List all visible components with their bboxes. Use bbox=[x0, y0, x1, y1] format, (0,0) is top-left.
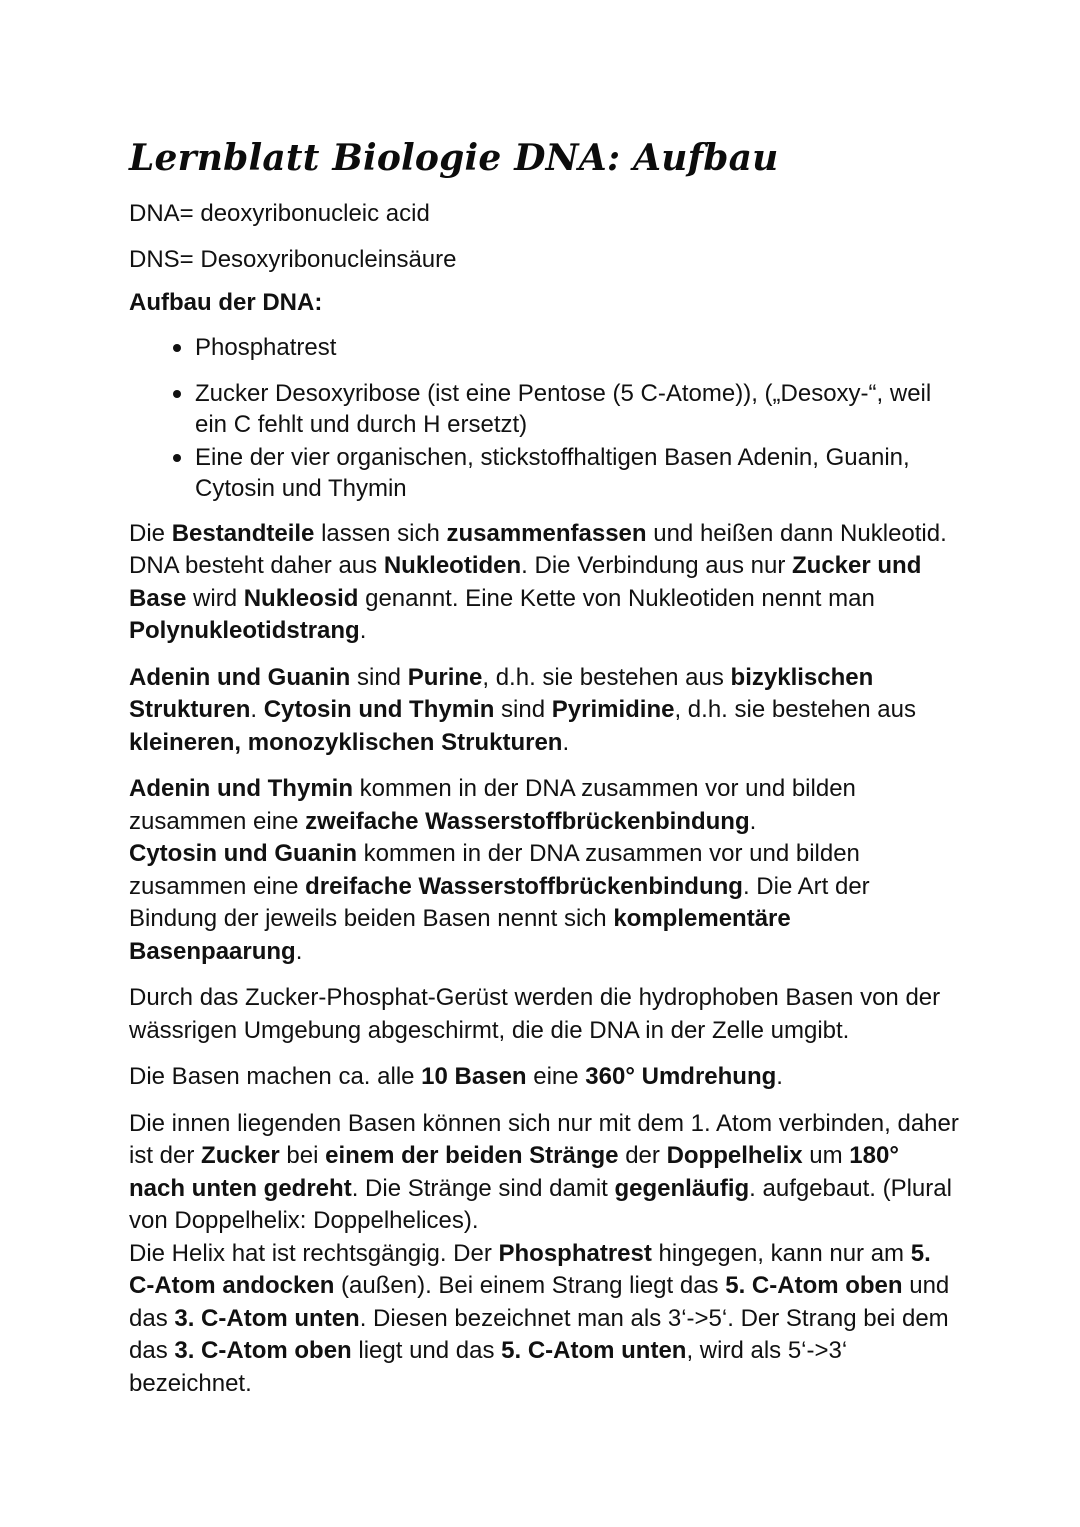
text-run: , d.h. sie bestehen aus bbox=[482, 663, 731, 691]
list-item bbox=[129, 442, 959, 504]
bold-term: Cytosin und Thymin bbox=[263, 696, 495, 723]
document-page bbox=[129, 136, 959, 1414]
text-run: lassen sich bbox=[314, 519, 447, 547]
text-run: und das bbox=[129, 1272, 950, 1332]
text-run: . bbox=[749, 807, 757, 835]
bullet-icon bbox=[173, 454, 181, 462]
text-run: Die Basen machen ca. alle bbox=[129, 1063, 422, 1090]
text-run: . bbox=[776, 1063, 783, 1090]
bold-term: Polynukleotidstrang bbox=[129, 617, 360, 644]
bold-term: 3. C-Atom oben bbox=[174, 1337, 352, 1364]
bold-term: zweifache Wasserstoffbrückenbindung bbox=[305, 807, 750, 835]
paragraph-purine-pyrimidine bbox=[129, 662, 959, 760]
text-run: Durch das Zucker-Phosphat-Gerüst werden die hydrophoben Basen von der wässrigen Umgebung abgeschirmt, die die DNA in der Zelle umgibt. bbox=[129, 984, 941, 1044]
bold-term: Nukleosid bbox=[243, 584, 359, 612]
text-run: . Die Verbindung aus nur bbox=[521, 552, 793, 579]
bold-term: Pyrimidine bbox=[551, 696, 675, 723]
text-run: der bbox=[618, 1142, 667, 1169]
text-run: kommen in der DNA zusammen vor und bilden zusammen eine bbox=[129, 775, 856, 835]
paragraph-gegenlaeufigkeit bbox=[129, 1108, 959, 1401]
list-item-text: Phosphatrest bbox=[195, 333, 337, 361]
list-item-text: Eine der vier organischen, stickstoffhaltigen Basen Adenin, Guanin, Cytosin und Thymin bbox=[195, 443, 910, 502]
paragraph-basenpaarung bbox=[129, 773, 959, 968]
bold-term: 180° nach unten gedreht bbox=[129, 1142, 899, 1202]
text-run: . Die Stränge sind damit bbox=[351, 1174, 615, 1202]
text-run: sind bbox=[350, 663, 408, 691]
bold-term: dreifache Wasserstoffbrückenbindung bbox=[305, 872, 743, 900]
bold-term: komplementäre Basenpaarung bbox=[129, 905, 791, 965]
text-run: um bbox=[802, 1142, 850, 1169]
bold-term: Zucker und Base bbox=[129, 552, 922, 612]
bold-term: 360° Umdrehung bbox=[585, 1063, 777, 1090]
text-run: , wird als 5‘->3‘ bezeichnet. bbox=[129, 1337, 848, 1397]
bold-term: Bestandteile bbox=[171, 519, 315, 547]
bold-term: einem der beiden Stränge bbox=[325, 1142, 619, 1169]
section-heading: Aufbau der DNA: bbox=[129, 289, 323, 316]
text-run: . bbox=[250, 696, 264, 723]
text-run: eine bbox=[526, 1063, 586, 1090]
bold-term: Cytosin und Guanin bbox=[129, 840, 357, 867]
list-item bbox=[129, 378, 959, 440]
bold-term: Adenin und Guanin bbox=[129, 663, 351, 691]
paragraph-zucker-phosphat-geruest bbox=[129, 982, 959, 1047]
bold-term: Purine bbox=[407, 663, 483, 691]
paragraph-umdrehung bbox=[129, 1061, 959, 1094]
bold-term: 5. C-Atom andocken bbox=[129, 1239, 931, 1299]
page-title: Lernblatt Biologie DNA: Aufbau bbox=[129, 137, 779, 179]
text-run: , d.h. sie bestehen aus bbox=[674, 696, 916, 723]
bold-term: Nukleotiden bbox=[383, 552, 522, 579]
text-run: hingegen, kann nur am bbox=[651, 1239, 911, 1267]
bold-term: zusammenfassen bbox=[446, 519, 647, 547]
text-run: kommen in der DNA zusammen vor und bilden zusammen eine bbox=[129, 840, 860, 900]
text-run: wird bbox=[186, 584, 244, 612]
bold-term: Adenin und Thymin bbox=[129, 775, 353, 802]
list-item-text: Zucker Desoxyribose (ist eine Pentose (5 C-Atome)), („Desoxy-“, weil ein C fehlt und durch H ersetzt) bbox=[195, 379, 932, 438]
bold-term: Phosphatrest bbox=[498, 1239, 652, 1267]
text-run: liegt und das bbox=[351, 1337, 502, 1364]
text-run: (außen). Bei einem Strang liegt das bbox=[334, 1272, 726, 1299]
paragraph-nukleotide bbox=[129, 518, 959, 648]
text-run: bei bbox=[279, 1142, 326, 1169]
bold-term: 5. C-Atom oben bbox=[725, 1272, 903, 1299]
text-run: Die innen liegenden Basen können sich nur mit dem 1. Atom verbinden, daher ist der bbox=[129, 1109, 959, 1169]
text-run: . bbox=[359, 617, 367, 644]
text-run: Die bbox=[129, 519, 172, 547]
definition-dna: DNA= deoxyribonucleic acid bbox=[129, 200, 430, 227]
bold-term: bizyklischen Strukturen bbox=[129, 663, 874, 723]
text-run: und heißen dann Nukleotid. DNA besteht daher aus bbox=[129, 519, 947, 579]
text-run: sind bbox=[494, 696, 552, 723]
text-run: . aufgebaut. (Plural von Doppelhelix: Doppelhelices). bbox=[129, 1174, 952, 1234]
component-list bbox=[129, 332, 959, 504]
bullet-icon bbox=[173, 344, 181, 352]
definition-dns: DNS= Desoxyribonucleinsäure bbox=[129, 245, 457, 273]
text-run: . bbox=[295, 937, 303, 965]
text-run: . Die Art der Bindung der jeweils beiden Basen nennt sich bbox=[129, 872, 870, 932]
text-run: . Diesen bezeichnet man als 3‘->5‘. Der Strang bei dem das bbox=[129, 1304, 949, 1364]
text-run: Die Helix hat ist rechtsgängig. Der bbox=[129, 1239, 499, 1267]
bold-term: 10 Basen bbox=[421, 1063, 527, 1090]
text-run: . bbox=[562, 728, 570, 756]
bold-term: Doppelhelix bbox=[666, 1142, 803, 1169]
text-run: genannt. Eine Kette von Nukleotiden nennt man bbox=[358, 584, 875, 612]
bold-term: 3. C-Atom unten bbox=[174, 1304, 360, 1332]
bold-term: kleineren, monozyklischen Strukturen bbox=[129, 728, 563, 756]
bold-term: Zucker bbox=[201, 1142, 280, 1169]
list-item bbox=[129, 332, 959, 363]
bullet-icon bbox=[173, 390, 181, 398]
bold-term: gegenläufig bbox=[614, 1174, 750, 1202]
bold-term: 5. C-Atom unten bbox=[501, 1337, 687, 1364]
